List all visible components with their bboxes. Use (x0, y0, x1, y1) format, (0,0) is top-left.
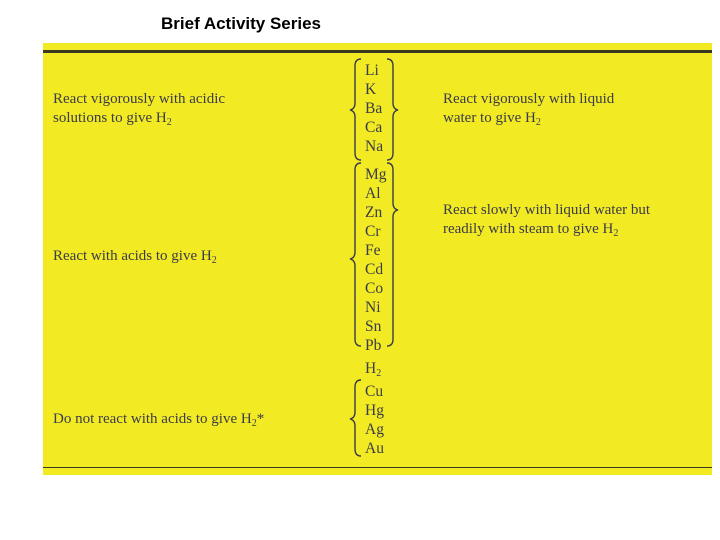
group1-water-line1: React vigorously with liquid (443, 91, 615, 107)
activity-series-table (43, 43, 712, 475)
element-au: Au (365, 440, 384, 457)
group2-acid-description (53, 247, 217, 270)
element-cu: Cu (365, 383, 384, 400)
group1-water-description (443, 90, 614, 132)
element-li: Li (365, 62, 379, 79)
page-title: Brief Activity Series (161, 14, 321, 33)
footnote-marker: * (256, 411, 265, 427)
hydrogen-symbol: H (365, 360, 377, 377)
element-mg: Mg (365, 166, 387, 183)
group1-acid-line2-text: solutions to give H (53, 110, 167, 126)
group1-acid-description (53, 90, 225, 132)
element-na: Na (365, 138, 384, 155)
element-al: Al (365, 185, 381, 202)
group1-water-line2-text: water to give H (443, 110, 536, 126)
group2-left-brace (350, 163, 361, 346)
element-hg: Hg (365, 402, 384, 419)
group2-water-line1: React slowly with liquid water but (443, 202, 651, 218)
group2-water-description (443, 201, 650, 243)
group3-acid-subscript: 2 (251, 418, 257, 429)
element-ag: Ag (365, 421, 384, 438)
group2-water-subscript: 2 (613, 228, 619, 239)
group2-water-line2 (443, 220, 650, 243)
element-cd: Cd (365, 261, 384, 278)
group1-water-subscript: 2 (535, 117, 541, 128)
element-hydrogen (365, 359, 381, 383)
element-fe: Fe (365, 242, 381, 259)
group1-left-brace (350, 59, 361, 160)
group2-right-brace (387, 163, 398, 346)
group2-acid-text: React with acids to give H (53, 248, 212, 264)
group1-acid-subscript: 2 (166, 117, 172, 128)
group1-acid-line2 (53, 109, 225, 132)
group1-water-line2 (443, 109, 614, 132)
group2-acid-subscript: 2 (211, 255, 217, 266)
element-cr: Cr (365, 223, 381, 240)
element-k: K (365, 81, 377, 98)
element-co: Co (365, 280, 384, 297)
element-ni: Ni (365, 299, 381, 316)
group3-acid-text: Do not react with acids to give H (53, 411, 252, 427)
element-zn: Zn (365, 204, 383, 221)
group1-acid-line1: React vigorously with acidic (53, 91, 226, 107)
group3-left-brace (350, 380, 361, 456)
element-ca: Ca (365, 119, 383, 136)
group3-acid-description (53, 410, 264, 433)
group1-right-brace (387, 59, 398, 160)
element-sn: Sn (365, 318, 382, 335)
hydrogen-subscript: 2 (376, 368, 382, 379)
element-pb: Pb (365, 337, 382, 354)
element-ba: Ba (365, 100, 383, 117)
group2-water-line2-text: readily with steam to give H (443, 221, 614, 237)
